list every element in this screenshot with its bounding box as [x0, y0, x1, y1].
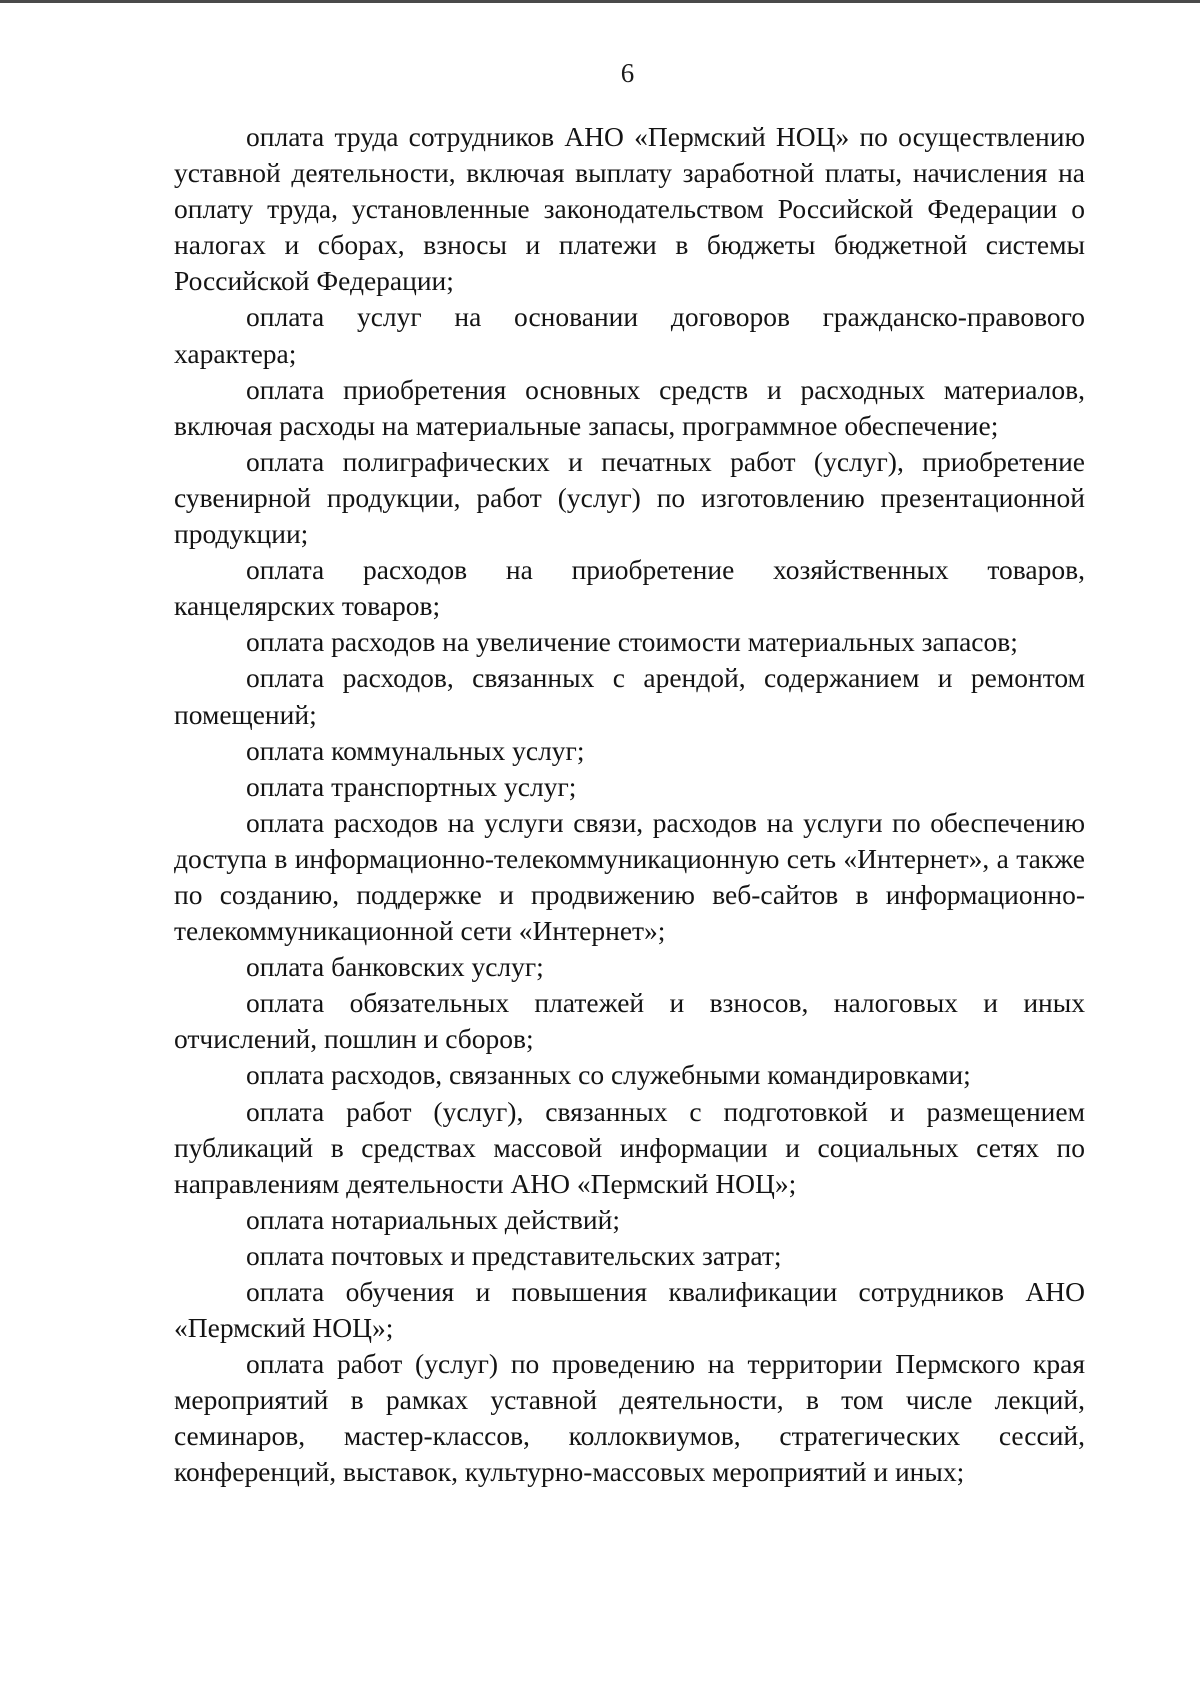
paragraph-transport: оплата транспортных услуг; — [246, 770, 577, 802]
paragraph-events: оплата работ (услуг) по проведению на территории Пермского края мероприятий в рамках уставной деятельности, в том числе лекций, семинаров, мастер-классов, коллоквиумов, стратегических сессий, конференций, выставок, культурно-массовых мероприятий и иных; — [174, 1348, 1085, 1488]
paragraph-utilities: оплата коммунальных услуг; — [246, 734, 585, 766]
scan-top-edge — [0, 0, 1200, 3]
paragraph-mandatory-payments: оплата обязательных платежей и взносов, налоговых и иных отчислений, пошлин и сборов; — [174, 987, 1085, 1055]
paragraph-media-publications: оплата работ (услуг), связанных с подготовкой и размещением публикаций в средствах массовой информации и социальных сетях по направлениям деятельности АНО «Пермский НОЦ»; — [174, 1095, 1085, 1199]
page-number: 6 — [620, 58, 635, 88]
paragraph-premises-rent: оплата расходов, связанных с арендой, содержанием и ремонтом помещений; — [174, 662, 1085, 730]
paragraph-material-reserves: оплата расходов на увеличение стоимости материальных запасов; — [246, 626, 1018, 658]
paragraph-staff-training: оплата обучения и повышения квалификации сотрудников АНО «Пермский НОЦ»; — [174, 1276, 1085, 1344]
paragraph-communications-internet: оплата расходов на услуги связи, расходов на услуги по обеспечению доступа в информационно-телекоммуникационную сеть «Интернет», а также по созданию, поддержке и продвижению веб-сайтов в информационно-телекоммуникационной сети «Интернет»; — [174, 806, 1085, 947]
paragraph-postal-representation: оплата почтовых и представительских затрат; — [246, 1239, 782, 1271]
paragraph-household-goods: оплата расходов на приобретение хозяйственных товаров, канцелярских товаров; — [174, 554, 1085, 622]
paragraph-fixed-assets: оплата приобретения основных средств и расходных материалов, включая расходы на материальные запасы, программное обеспечение; — [174, 373, 1085, 441]
paragraph-printing-works: оплата полиграфических и печатных работ (услуг), приобретение сувенирной продукции, работ (услуг) по изготовлению презентационной продукции; — [174, 445, 1085, 550]
paragraph-banking: оплата банковских услуг; — [246, 951, 544, 983]
paragraph-civil-contracts: оплата услуг на основании договоров гражданско-правового характера; — [174, 301, 1085, 369]
paragraph-notary: оплата нотариальных действий; — [246, 1203, 620, 1235]
paragraph-staff-salary: оплата труда сотрудников АНО «Пермский НОЦ» по осуществлению уставной деятельности, включая выплату заработной платы, начисления на оплату труда, установленные законодательством Российской Федерации о налогах и сборах, взносы и платежи в бюджеты бюджетной системы Российской Федерации; — [174, 121, 1085, 297]
document-body — [174, 119, 1085, 1491]
paragraph-business-trips: оплата расходов, связанных со служебными командировками; — [246, 1059, 971, 1091]
